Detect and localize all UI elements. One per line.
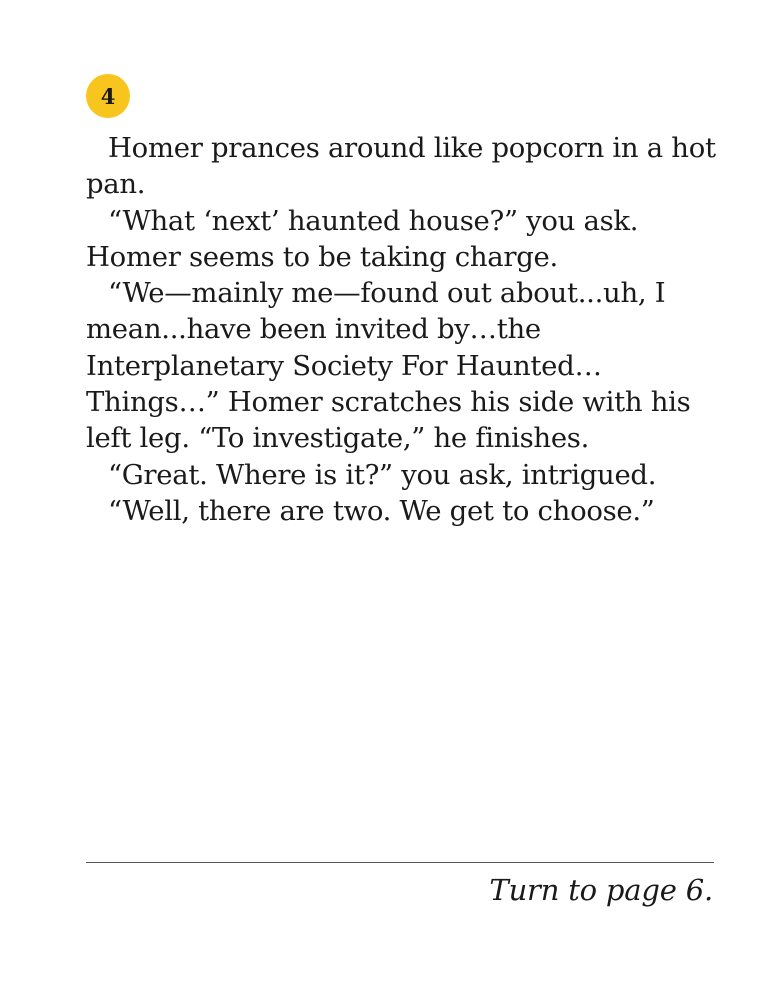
story-paragraph: Homer prances around like popcorn in a hot pan.: [86, 132, 716, 201]
story-paragraph: “Great. Where is it?” you ask, intrigued.: [108, 458, 657, 491]
story-text: [86, 130, 726, 529]
story-paragraph: “We—mainly me—found out about...uh, I mean...have been invited by…the Interplanetary Society For Haunted…Things…” Homer scratches his side with his left leg. “To investigate,” he finishes.: [86, 277, 691, 455]
footer-divider: [86, 862, 714, 863]
story-paragraph: “What ‘next’ haunted house?” you ask. Homer seems to be taking charge.: [86, 204, 639, 273]
turn-to-page-link[interactable]: Turn to page 6.: [489, 873, 713, 907]
story-paragraph: “Well, there are two. We get to choose.”: [108, 494, 655, 527]
page-number-badge: 4: [86, 74, 130, 118]
